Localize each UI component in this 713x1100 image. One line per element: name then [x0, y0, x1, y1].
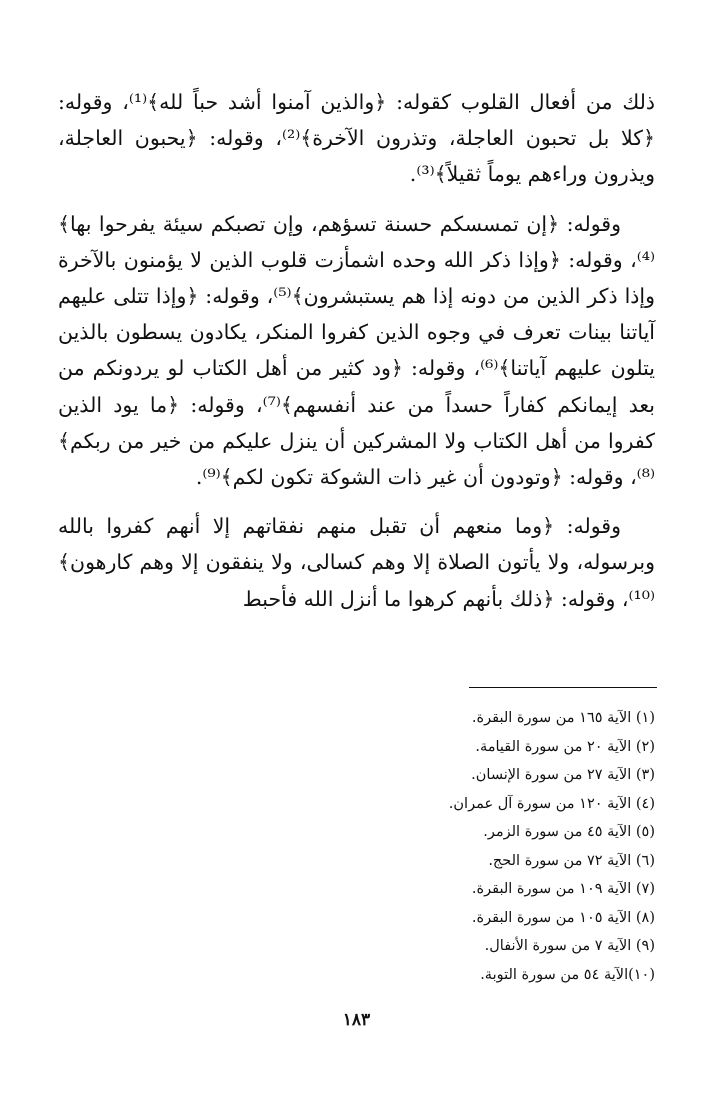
footnote-10: (١٠)الآية ٥٤ من سورة التوبة. — [480, 966, 655, 983]
footnote-8: (٨) الآية ١٠٥ من سورة البقرة. — [471, 909, 655, 926]
footnote-7: (٧) الآية ١٠٩ من سورة البقرة. — [471, 881, 655, 897]
footnotes-list — [120, 704, 655, 989]
paragraph-2: وقوله: ﴿إن تمسسكم حسنة تسؤهم، وإن تصبكم سيئة يفرحوا بها﴾⁽⁴⁾، وقوله: ﴿وإذا ذكر الله وحده اشمأزت قلوب الذين لا يؤمنون بالآخرة وإذا ذكر الذين من دونه إذا هم يستبشرون﴾⁽⁵⁾، وقوله: ﴿وإذا تتلى عليهم آياتنا بينات تعرف في وجوه الذين كفروا المنكر، يكادون يسطون بالذين يتلون عليهم آياتنا﴾⁽⁶⁾، وقوله: ﴿ود كثير من أهل الكتاب لو يردونكم من بعد إيمانكم كفاراً حسداً من عند أنفسهم﴾⁽⁷⁾، وقوله: ﴿ما يود الذين كفروا من أهل الكتاب ولا المشركين أن ينزل عليكم من خير من ربكم﴾⁽⁸⁾، وقوله: ﴿وتودون أن غير ذات الشوكة تكون لكم﴾⁽⁹⁾. — [58, 211, 655, 490]
footnote-3: (٣) الآية ٢٧ من سورة الإنسان. — [471, 767, 655, 783]
footnote-6: (٦) الآية ٧٢ من سورة الحج. — [488, 852, 655, 869]
footnote-5: (٥) الآية ٤٥ من سورة الزمر. — [483, 824, 655, 840]
footnote-9: (٩) الآية ٧ من سورة الأنفال. — [484, 938, 655, 954]
footnote-2: (٢) الآية ٢٠ من سورة القيامة. — [475, 738, 655, 755]
page-number: ١٨٣ — [342, 1010, 371, 1030]
paragraph-1: ذلك من أفعال القلوب كقوله: ﴿والذين آمنوا أشد حباً لله﴾⁽¹⁾، وقوله: ﴿كلا بل تحبون العاجلة، وتذرون الآخرة﴾⁽²⁾، وقوله: ﴿يحبون العاجلة، ويذرون وراءهم يوماً ثقيلاً﴾⁽³⁾. — [58, 90, 656, 187]
footnote-separator — [469, 687, 657, 688]
footnote-4: (٤) الآية ١٢٠ من سورة آل عمران. — [448, 795, 655, 812]
footnote-1: (١) الآية ١٦٥ من سورة البقرة. — [471, 710, 655, 726]
paragraph-3: وقوله: ﴿وما منعهم أن تقبل منهم نفقاتهم إلا أنهم كفروا بالله وبرسوله، ولا يأتون الصلاة إلا وهم كسالى، ولا ينفقون إلا وهم كارهون﴾⁽¹⁰⁾، وقوله: ﴿ذلك بأنهم كرهوا ما أنزل الله فأحبط — [58, 514, 655, 611]
main-text — [58, 84, 655, 617]
